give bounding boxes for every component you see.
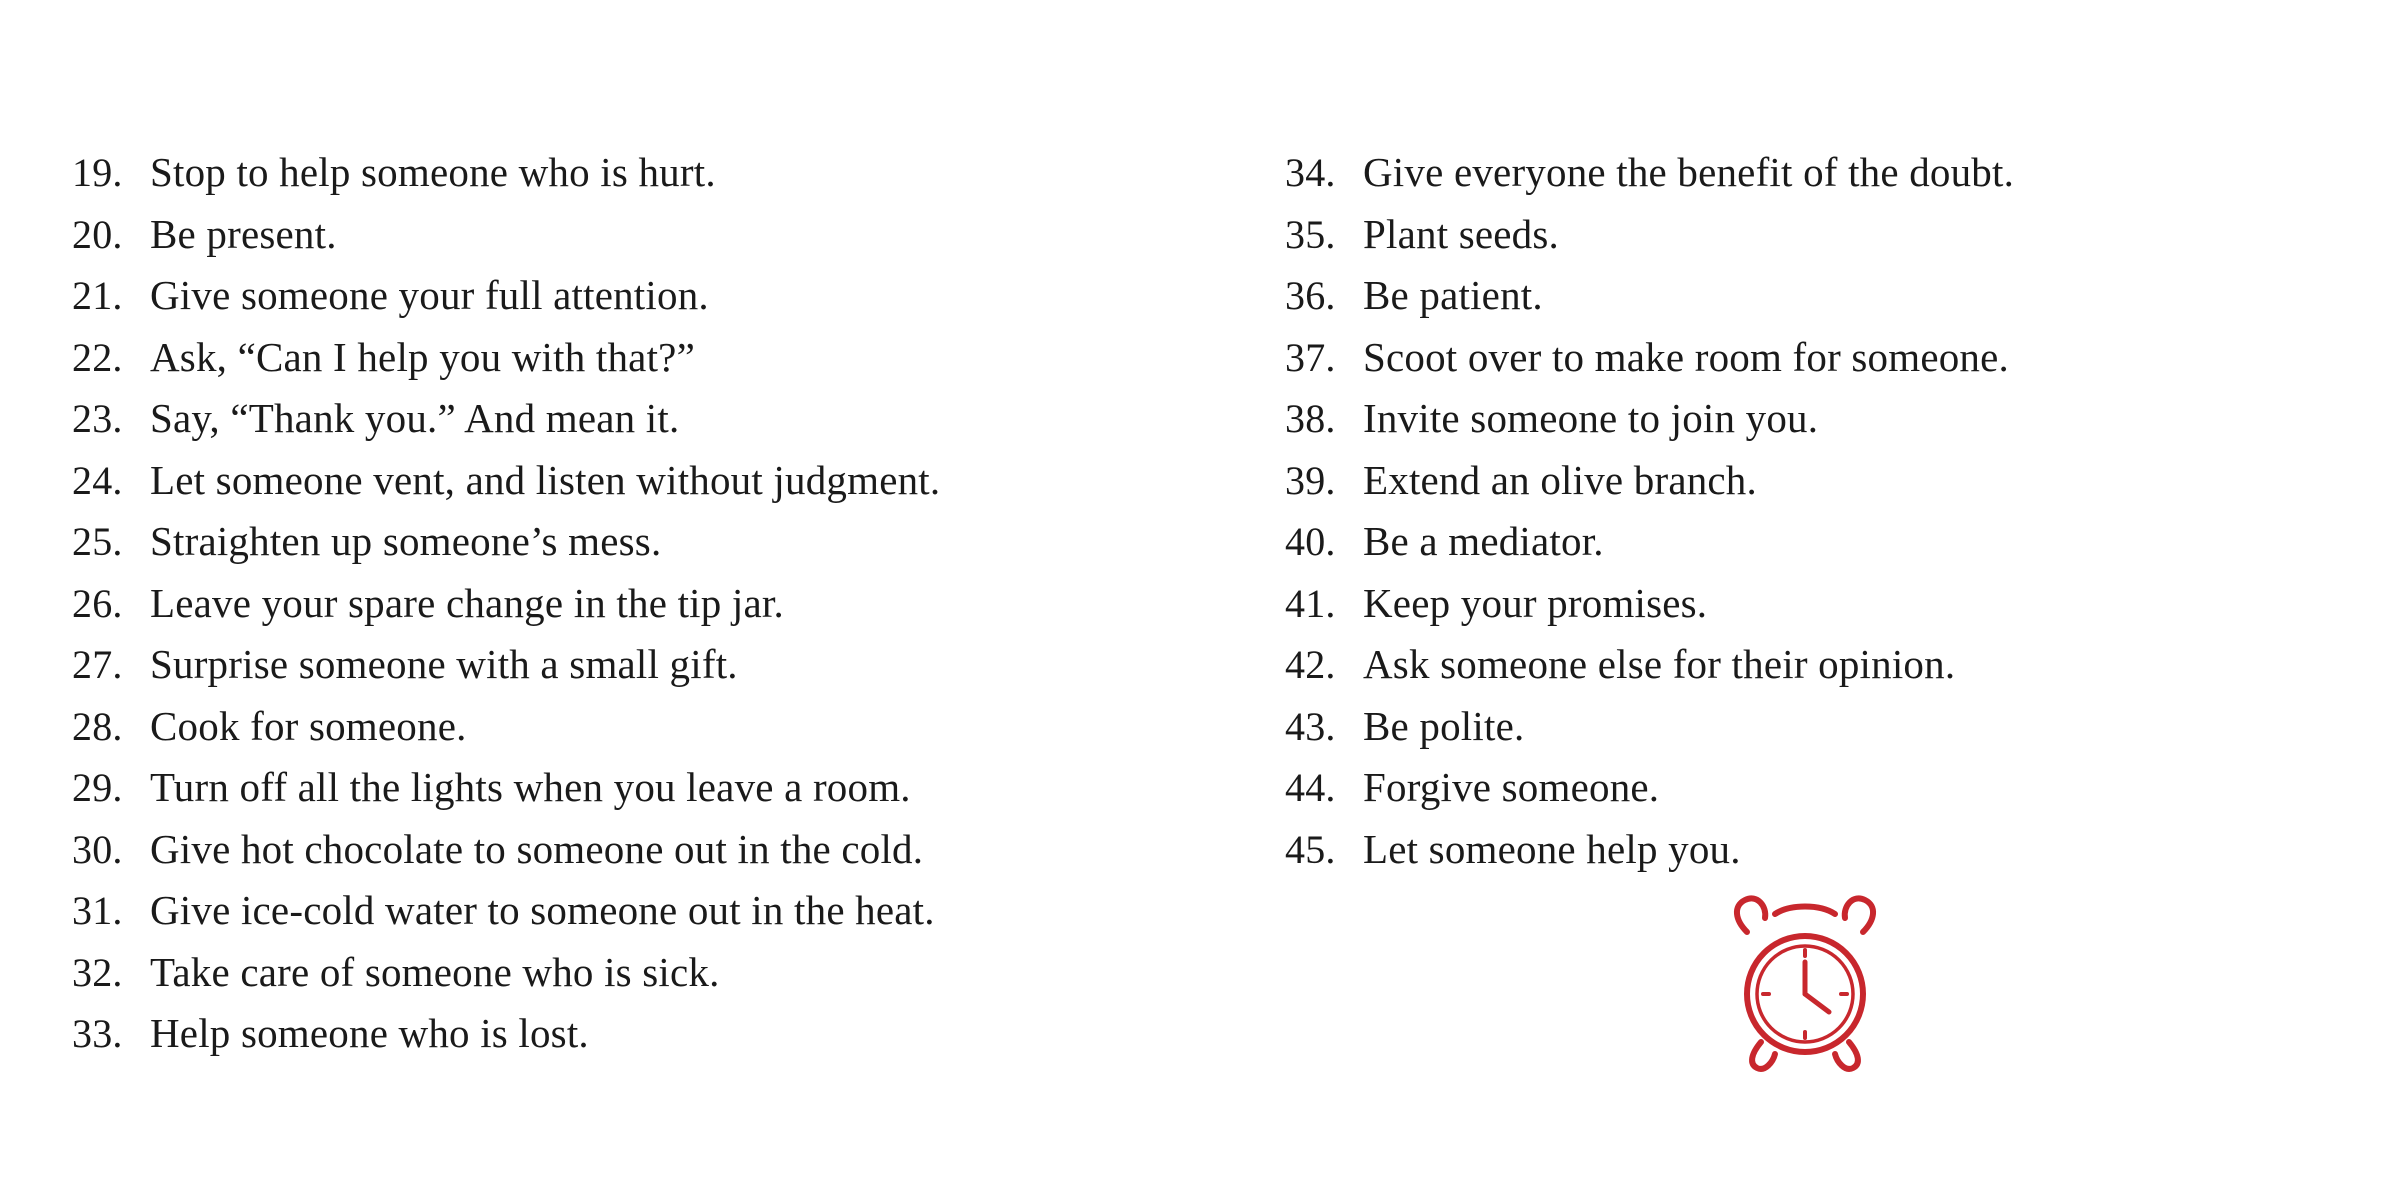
list-item bbox=[72, 327, 1212, 389]
list-item bbox=[72, 511, 1212, 573]
right-column bbox=[1285, 142, 2345, 880]
list-item-number: 32. bbox=[72, 949, 123, 995]
list-item bbox=[72, 388, 1212, 450]
list-item-text: Extend an olive branch. bbox=[1363, 456, 1757, 503]
list-item bbox=[72, 942, 1212, 1004]
list-item-number: 41. bbox=[1285, 580, 1336, 626]
list-item-number: 39. bbox=[1285, 457, 1336, 503]
list-item-number: 20. bbox=[72, 211, 123, 257]
list-item-text: Give ice-cold water to someone out in the heat. bbox=[150, 887, 935, 933]
list-item bbox=[1285, 757, 2345, 819]
list-item bbox=[1285, 204, 2345, 266]
list-item-number: 22. bbox=[72, 334, 123, 380]
list-item-text: Plant seeds. bbox=[1363, 210, 1559, 257]
list-item-text: Ask someone else for their opinion. bbox=[1363, 641, 1956, 687]
left-column bbox=[72, 142, 1212, 1065]
list-item-number: 40. bbox=[1285, 519, 1336, 564]
list-item-text: Take care of someone who is sick. bbox=[150, 948, 720, 995]
list-item-text: Give hot chocolate to someone out in the cold. bbox=[150, 825, 924, 872]
list-item-number: 27. bbox=[72, 642, 123, 687]
list-item bbox=[72, 757, 1212, 819]
list-item bbox=[72, 573, 1212, 635]
list-item bbox=[72, 819, 1212, 881]
list-item-text: Straighten up someone’s mess. bbox=[150, 518, 662, 564]
list-item-number: 23. bbox=[72, 396, 123, 441]
list-item bbox=[72, 450, 1212, 512]
list-item bbox=[72, 1003, 1212, 1065]
list-item-number: 43. bbox=[1285, 703, 1336, 749]
list-item-number: 24. bbox=[72, 457, 123, 503]
list-item bbox=[72, 142, 1212, 204]
alarm-clock-illustration bbox=[1705, 890, 1905, 1090]
list-item-text: Scoot over to make room for someone. bbox=[1363, 333, 2009, 380]
list-item bbox=[1285, 142, 2345, 204]
list-item-text: Stop to help someone who is hurt. bbox=[150, 149, 716, 195]
list-item-text: Leave your spare change in the tip jar. bbox=[150, 579, 784, 626]
list-item-text: Let someone help you. bbox=[1363, 825, 1741, 872]
list-item-number: 42. bbox=[1285, 642, 1336, 687]
list-item-text: Be a mediator. bbox=[1363, 518, 1604, 564]
list-item-text: Be present. bbox=[150, 210, 337, 257]
list-item bbox=[1285, 388, 2345, 450]
list-item-number: 31. bbox=[72, 888, 123, 933]
list-item-text: Keep your promises. bbox=[1363, 579, 1708, 626]
list-item-number: 38. bbox=[1285, 396, 1336, 441]
list-item-number: 29. bbox=[72, 765, 123, 810]
list-item-text: Be polite. bbox=[1363, 702, 1525, 749]
list-item bbox=[72, 265, 1212, 327]
list-item-text: Invite someone to join you. bbox=[1363, 395, 1819, 441]
list-item-number: 28. bbox=[72, 703, 123, 749]
list-item-text: Let someone vent, and listen without judgment. bbox=[150, 456, 941, 503]
list-item-number: 26. bbox=[72, 580, 123, 626]
list-item-text: Forgive someone. bbox=[1363, 764, 1660, 810]
list-item-text: Ask, “Can I help you with that?” bbox=[150, 333, 695, 380]
list-item bbox=[1285, 819, 2345, 881]
list-item-text: Be patient. bbox=[1363, 272, 1543, 318]
list-item bbox=[72, 634, 1212, 696]
list-item-text: Surprise someone with a small gift. bbox=[150, 641, 738, 687]
list-item bbox=[1285, 265, 2345, 327]
list-item-text: Help someone who is lost. bbox=[150, 1010, 589, 1056]
list-item-text: Cook for someone. bbox=[150, 702, 467, 749]
kindness-list-left bbox=[72, 142, 1212, 1065]
list-item-number: 37. bbox=[1285, 334, 1336, 380]
list-item bbox=[1285, 634, 2345, 696]
kindness-list-right bbox=[1285, 142, 2345, 880]
list-item bbox=[72, 880, 1212, 942]
list-item bbox=[72, 204, 1212, 266]
list-item-number: 36. bbox=[1285, 273, 1336, 318]
list-item-text: Give everyone the benefit of the doubt. bbox=[1363, 149, 2015, 195]
list-item-number: 45. bbox=[1285, 826, 1336, 872]
list-item-number: 34. bbox=[1285, 150, 1336, 195]
list-item-number: 33. bbox=[72, 1011, 123, 1056]
list-item bbox=[1285, 511, 2345, 573]
list-item-number: 44. bbox=[1285, 765, 1336, 810]
list-item-number: 25. bbox=[72, 519, 123, 564]
list-item-text: Turn off all the lights when you leave a room. bbox=[150, 764, 911, 810]
list-item-text: Give someone your full attention. bbox=[150, 272, 709, 318]
list-item bbox=[1285, 450, 2345, 512]
list-item bbox=[1285, 327, 2345, 389]
list-item-number: 30. bbox=[72, 826, 123, 872]
list-item-number: 19. bbox=[72, 150, 123, 195]
list-item-number: 35. bbox=[1285, 211, 1336, 257]
list-item-text: Say, “Thank you.” And mean it. bbox=[150, 395, 680, 441]
list-item bbox=[1285, 696, 2345, 758]
alarm-clock-icon bbox=[1705, 890, 1905, 1090]
list-item-number: 21. bbox=[72, 273, 123, 318]
list-item bbox=[1285, 573, 2345, 635]
list-item bbox=[72, 696, 1212, 758]
